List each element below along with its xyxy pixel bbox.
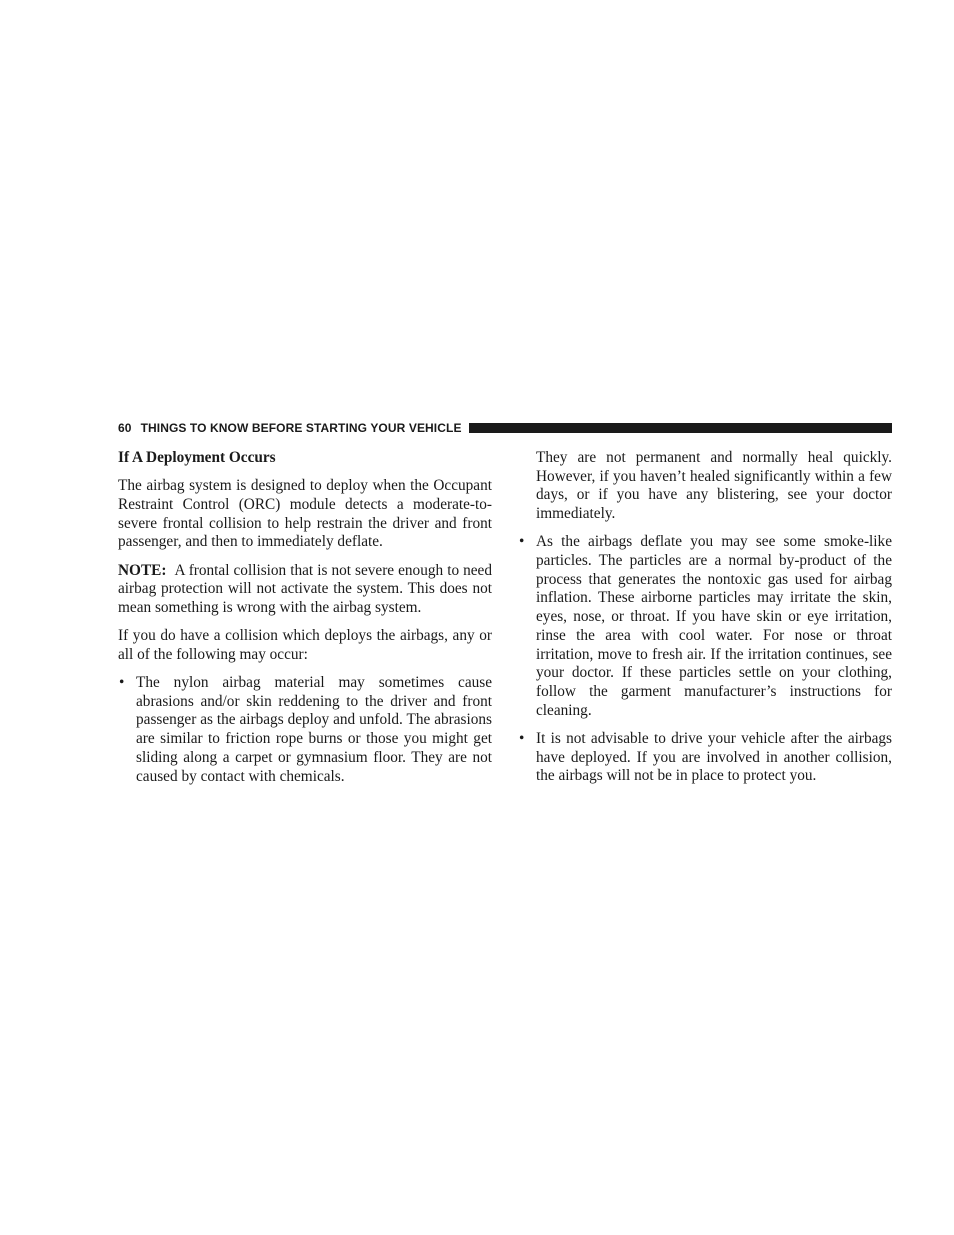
section-title: THINGS TO KNOW BEFORE STARTING YOUR VEHICLE: [140, 421, 462, 435]
bullet-icon: •: [119, 674, 125, 692]
note-label: NOTE:: [118, 561, 167, 579]
left-column: [118, 449, 492, 796]
bullet-icon: •: [519, 729, 525, 747]
list-item: [518, 730, 892, 786]
bullet-icon: •: [519, 533, 525, 551]
list-item: [518, 533, 892, 720]
page-header: [118, 420, 892, 436]
note-paragraph: [118, 562, 492, 618]
list-item: [118, 674, 492, 786]
lead-in-paragraph: If you do have a collision which deploys the airbags, any or all of the following may occur:: [118, 627, 492, 663]
effects-list: [118, 674, 492, 786]
bullet-text: As the airbags deflate you may see some smoke-like particles. The particles are a normal by-product of the process that generates the nontoxic gas used for airbag inflation. These airborne particles may irritate the skin, eyes, nose, or throat. If you have skin or eye irritation, rinse the area with cool water. For nose or throat irritation, move to fresh air. If the irritation continues, see your doctor. If these particles settle on your clothing, follow the garment manufacturer’s instructions for cleaning.: [536, 533, 892, 719]
bullet-text: The nylon airbag material may sometimes cause abrasions and/or skin reddening to the driver and front passenger as the airbags deploy and unfold. The abrasions are similar to friction rope burns or those you might get sliding along a carpet or gymnasium floor. They are not caused by contact with chemicals.: [136, 674, 492, 785]
effects-list-continued: [518, 533, 892, 786]
note-text: A frontal collision that is not severe enough to need airbag protection will not activate the system. This does not mean something is wrong with the airbag system.: [118, 561, 492, 616]
right-column: [518, 449, 892, 795]
section-heading: If A Deployment Occurs: [118, 449, 276, 466]
intro-paragraph: The airbag system is designed to deploy when the Occupant Restraint Control (ORC) module detects a moderate-to-severe frontal collision to help restrain the driver and front passenger, and then to immediately deflate.: [118, 477, 492, 551]
page-number: 60: [118, 421, 132, 435]
bullet-continuation: They are not permanent and normally heal quickly. However, if you haven’t healed significantly within a few days, or if you have any blistering, see your doctor immediately.: [536, 449, 892, 523]
bullet-text: It is not advisable to drive your vehicle after the airbags have deployed. If you are involved in another collision, the airbags will not be in place to protect you.: [536, 729, 892, 785]
header-rule: [469, 423, 892, 433]
